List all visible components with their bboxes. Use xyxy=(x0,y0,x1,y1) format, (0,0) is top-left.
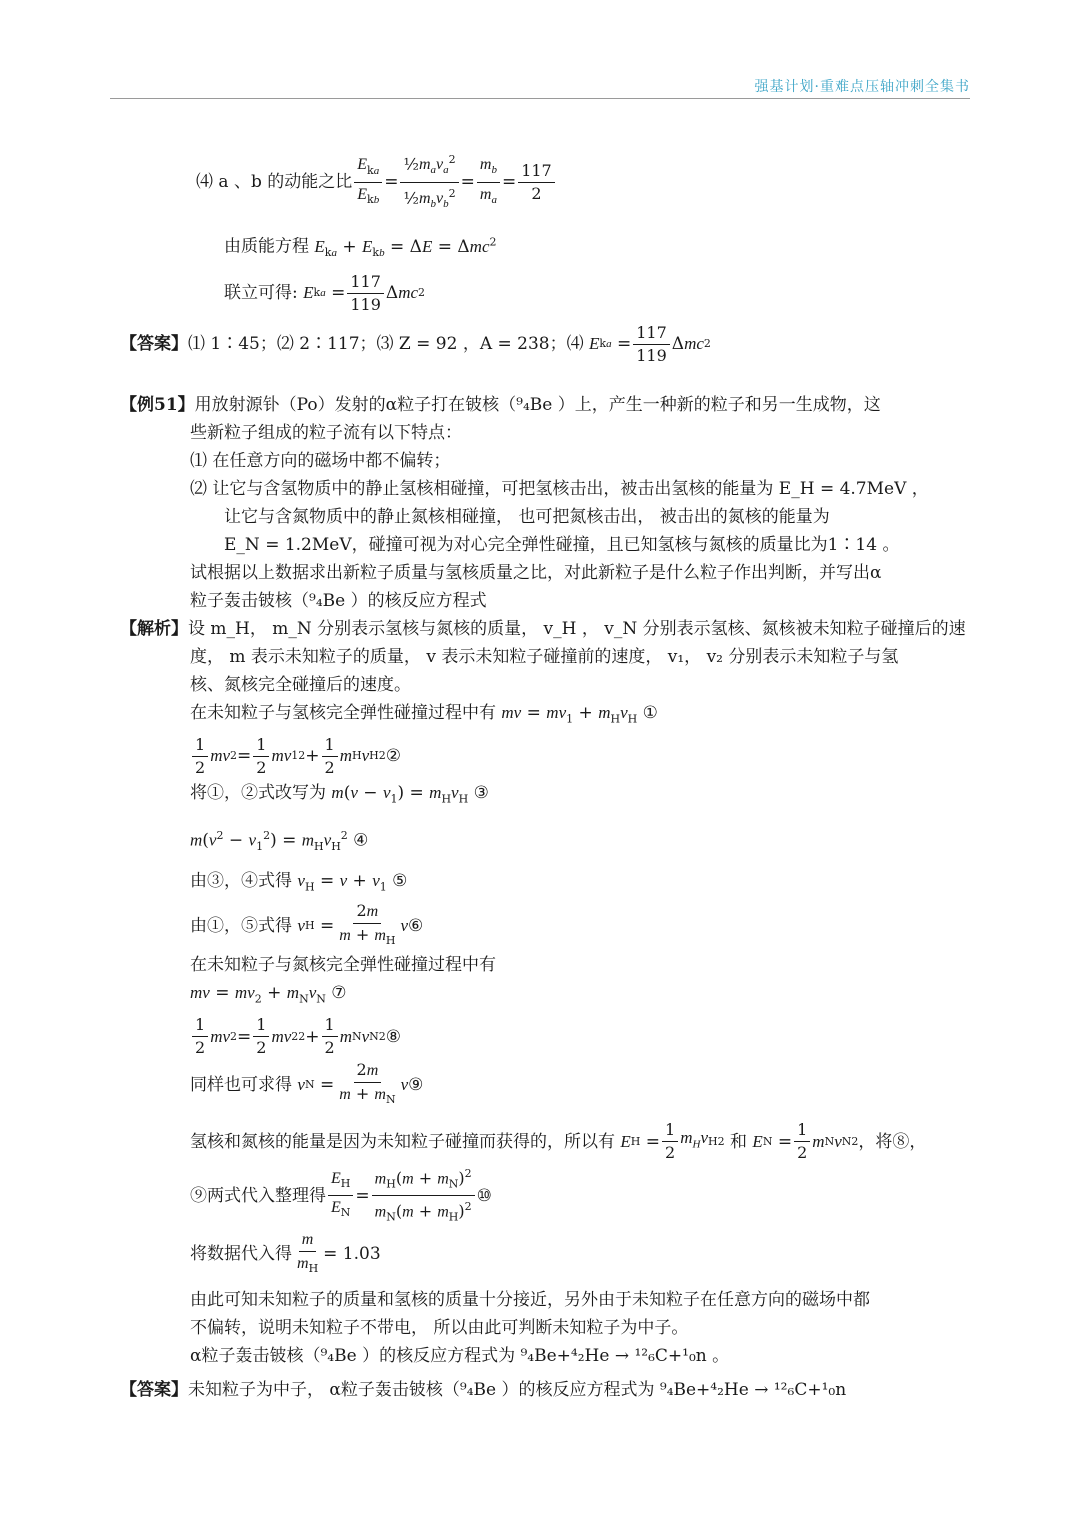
eq7-line: mv = $mv_2 + m_Nv_N$ ⑦ xyxy=(190,983,347,1006)
header-divider xyxy=(110,98,970,99)
solution-s10c: ，将⑧， xyxy=(858,1131,927,1152)
part4-ratio-line: ⑷ a 、b 的动能之比 $\frac{E_{ka}}{E_{kb}}$ = $\frac{\frac{1}{2}m_av_a^2}{\frac{1}{2}m_bv_b^2}$ = $\frac{m_b}{m_a}$ = $\frac{117}{2}$ xyxy=(120,150,970,214)
eq9-line: 同样也可求得 v N = $\frac{2m}{m + m_N}$ v ⑨ xyxy=(190,1059,424,1106)
solution-s11: ⑨两式代入整理得 xyxy=(190,1185,326,1206)
combine-label: 联立可得: xyxy=(224,283,298,304)
solution-s9: 同样也可求得 xyxy=(190,1074,292,1095)
solution-s8: 在未知粒子与氮核完全弹性碰撞过程中有 xyxy=(190,955,496,976)
answer1-frac: $\frac{117}{119}$ xyxy=(633,322,670,367)
example-tag: 【例51】 xyxy=(120,395,195,416)
combine-den: 119 xyxy=(350,294,381,314)
solution-s6: 由③，④式得 xyxy=(190,870,292,891)
combine-frac xyxy=(347,271,384,316)
example-line4: 粒子轰击铍核（⁹₄Be ）的核反应方程式 xyxy=(190,591,487,612)
eq2-line: $\frac{1}{2}$ mv 2 = $\frac{1}{2}$ mv 1 2 + $\frac{1}{2}$ m H v H 2 ② xyxy=(120,733,970,779)
page-content xyxy=(120,150,970,1404)
eq5-line: 由③，④式得 $v_H = v + v_1$ ⑤ xyxy=(190,870,408,894)
kinetic-ratio-frac: $\frac{\frac{1}{2}m_av_a^2}{\frac{1}{2}m_bv_b^2}$ xyxy=(400,149,458,215)
solution-s7: 由①，⑤式得 xyxy=(190,916,292,937)
eq8-line: $\frac{1}{2}$ mv 2 = $\frac{1}{2}$ mv 2 2 + $\frac{1}{2}$ m N v N 2 ⑧ xyxy=(120,1014,970,1060)
part4-intro: ⑷ a 、b 的动能之比 xyxy=(196,172,353,192)
mass-energy-eq: $E_{ka} + E_{kb} = \Delta E = \Delta mc^2$ xyxy=(314,235,497,260)
example-item2c: E_N = 1.2MeV，碰撞可视为对心完全弹性碰撞，且已知氢核与氮核的质量比为1∶14 。 xyxy=(224,535,900,556)
solution-tag: 【解析】 xyxy=(120,619,188,640)
energy-line: 氢核和氮核的能量是因为未知粒子碰撞而获得的，所以有 E H = $\frac{1}{2}$ $m_Hv$ H 2 和 E N = $\frac{1}{2}$ m N v N 2 ，将⑧， xyxy=(190,1120,927,1163)
mass-energy-label: 由质能方程 xyxy=(224,236,309,257)
ek-ratio-frac: $\frac{E_{ka}}{E_{kb}}$ xyxy=(354,153,382,210)
answer2-tag: 【答案】 xyxy=(120,1379,188,1400)
solution-s1: 设 m_H， m_N 分别表示氢核与氮核的质量， v_H ， v_N 分别表示氢核、氮核被未知粒子碰撞后的速 xyxy=(188,619,966,640)
solution-s4-line xyxy=(120,699,970,733)
combine-num: 117 xyxy=(347,271,384,294)
example-text1: 用放射源钋（Po）发射的α粒子打在铍核（⁹₄Be ）上，产生一种新的粒子和另一生成物，这 xyxy=(194,395,881,416)
solution-s5: 将①，②式改写为 xyxy=(190,783,326,804)
solution-s13: 由此可知未知粒子的质量和氢核的质量十分接近，另外由于未知粒子在任意方向的磁场中都 xyxy=(190,1289,870,1310)
solution-s10: 氢核和氮核的能量是因为未知粒子碰撞而获得的，所以有 xyxy=(190,1131,615,1152)
example-line1 xyxy=(120,391,970,419)
combine-line: 联立可得: E ka = $\frac{117}{119}$ Δ mc 2 xyxy=(224,271,426,314)
spacer xyxy=(120,369,970,391)
answer1-line: 【答案】 ⑴ 1∶45；⑵ 2∶117；⑶ Z = 92 ，A = 238；⑷ E ka = $\frac{117}{119}$ Δ mc 2 xyxy=(120,322,711,365)
solution-s12: 将数据代入得 xyxy=(190,1243,292,1264)
solution-line1 xyxy=(120,615,970,643)
solution-s14: 不偏转，说明未知粒子不带电， 所以由此可判断未知粒子为中子。 xyxy=(190,1317,689,1338)
example-item2a: ⑵ 让它与含氢物质中的静止氢核相碰撞，可把氢核击出，被击出氢核的能量为 E_H = 4.7MeV ， xyxy=(190,479,929,500)
header-title: 强基计划·重难点压轴冲刺全集书 xyxy=(754,79,970,95)
result-line: 将数据代入得 $\frac{m}{m_H}$ = 1.03 xyxy=(120,1228,970,1280)
answer2-text: 未知粒子为中子， α粒子轰击铍核（⁹₄Be ）的核反应方程式为 ⁹₄Be+⁴₂He → ¹²₆C+¹₀n xyxy=(188,1379,847,1400)
solution-s15: α粒子轰击铍核（⁹₄Be ）的核反应方程式为 ⁹₄Be+⁴₂He → ¹²₆C+¹₀n 。 xyxy=(190,1345,730,1366)
solution-s4: 在未知粒子与氢核完全弹性碰撞过程中有 xyxy=(190,703,496,724)
mass-ratio-frac: $\frac{m_b}{m_a}$ xyxy=(477,153,500,210)
solution-s10b: 和 xyxy=(730,1131,748,1152)
solution-s12val: = 1.03 xyxy=(323,1243,381,1264)
solution-s3: 核、氮核完全碰撞后的速度。 xyxy=(190,675,411,696)
mass-energy-line xyxy=(120,228,970,267)
eq3-line: 将①，②式改写为 $m(v - v_1) = m_Hv_H$ ③ xyxy=(190,783,489,806)
example-line2: 些新粒子组成的粒子流有以下特点： xyxy=(190,423,462,444)
eq6-line: 由①，⑤式得 v H = $\frac{2m}{m + m_H}$ v ⑥ xyxy=(190,901,424,948)
ratio-result-den: 2 xyxy=(531,183,542,203)
eq10-line: ⑨两式代入整理得 $\frac{E_H}{E_N}$ = $\frac{m_H(m + m_N)^2}{m_N(m + m_H)^2}$ ⑩ xyxy=(120,1168,970,1224)
ratio-result-frac xyxy=(518,160,555,205)
answer2-line xyxy=(120,1376,970,1404)
answer1-text: ⑴ 1∶45；⑵ 2∶117；⑶ Z = 92 ，A = 238；⑷ xyxy=(188,334,584,355)
ratio-result-num: 117 xyxy=(518,160,555,183)
eq4-line: $m(v^2 - v_1^2) = m_Hv_H^2$ ④ xyxy=(190,828,369,853)
answer1-tag: 【答案】 xyxy=(120,334,188,355)
example-item1: ⑴ 在任意方向的磁场中都不偏转； xyxy=(190,451,451,472)
eq1: mv = $mv_1 + m_Hv_H$ ① xyxy=(501,703,658,726)
solution-s2: 度， m 表示未知粒子的质量， v 表示未知粒子碰撞前的速度， v₁， v₂ 分别表示未知粒子与氢 xyxy=(190,647,899,668)
example-item2b: 让它与含氮物质中的静止氮核相碰撞， 也可把氮核击出， 被击出的氮核的能量为 xyxy=(224,507,830,528)
example-line3: 试根据以上数据求出新粒子质量与氢核质量之比，对此新粒子是什么粒子作出判断，并写出α xyxy=(190,563,882,584)
